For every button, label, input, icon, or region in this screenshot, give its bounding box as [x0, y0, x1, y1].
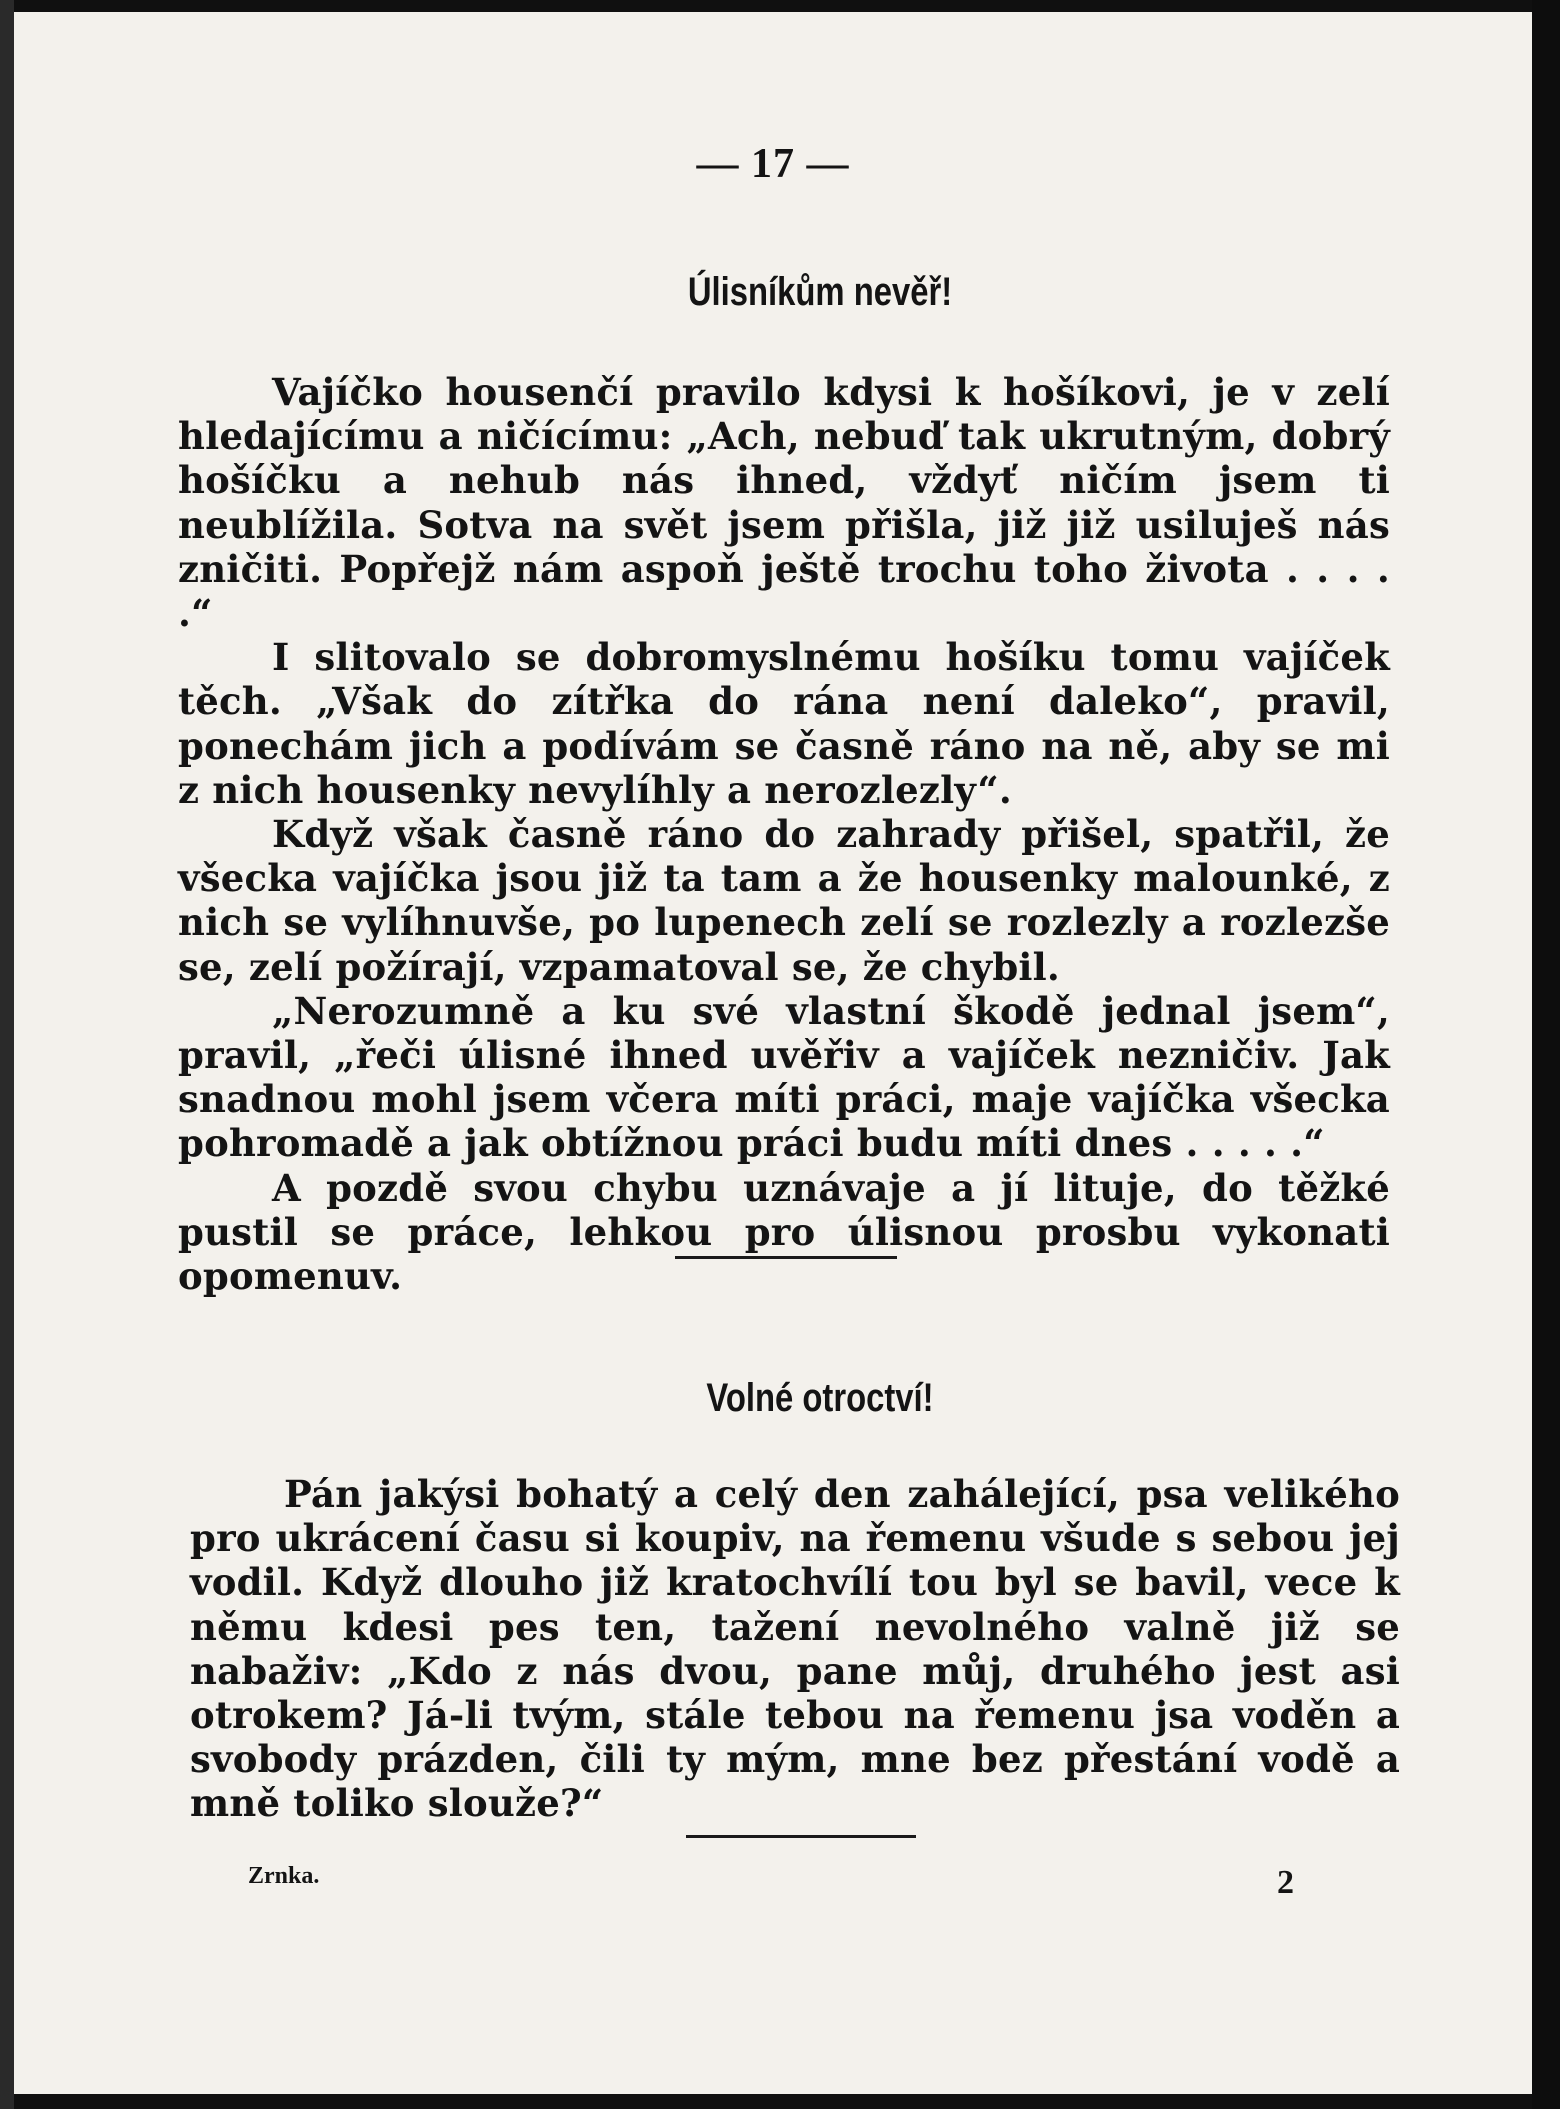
section-body	[190, 1472, 1400, 1826]
paragraph: Pán jakýsi bohatý a celý den zahálející, psa velikého pro ukrácení času si koupiv, na řemenu všude s sebou jej vodil. Když dlouho již kratochvílí tou byl se bavil, vece k němu kdesi pes ten, tažení nevolného valně již se nabaživ: „Kdo z nás dvou, pane můj, druhého jest asi otrokem? Já-li tvým, stále tebou na řemenu jsa voděn a svobody prázden, čili ty mým, mne bez přestání vodě a mně toliko slouže?“	[190, 1472, 1400, 1826]
sheet-number: 2	[1277, 1864, 1294, 1901]
paragraph: Když však časně ráno do zahrady přišel, spatřil, že všecka vajíčka jsou již ta tam a že housenky malounké, z nich se vylíhnuvše, po lupenech zelí se rozlezly a rozlezše se, zelí požírají, vzpamatoval se, že chybil.	[178, 812, 1390, 989]
paragraph: I slitovalo se dobromyslnému hošíku tomu vajíček těch. „Však do zítřka do rána není daleko“, pravil, ponechám jich a podívám se časně ráno na ně, aby se mi z nich housenky nevylíhly a nerozlezly“.	[178, 635, 1390, 812]
book-page	[14, 12, 1532, 2094]
paragraph: A pozdě svou chybu uznávaje a jí lituje, do těžké pustil se práce, lehkou pro úlisnou prosbu vykonati opomenuv.	[178, 1165, 1390, 1299]
signature-mark: Zrnka.	[248, 1863, 320, 1889]
section-body	[178, 370, 1390, 1298]
section-divider	[686, 1835, 916, 1838]
section-divider	[675, 1256, 897, 1259]
scan-edge-left	[0, 0, 14, 2109]
paragraph: „Nerozumně a ku své vlastní škodě jednal jsem“, pravil, „řeči úlisné ihned uvěřiv a vajíček nezničiv. Jak snadnou mohl jsem včera míti práci, maje vajíčka všecka pohromadě a jak obtížnou práci budu míti dnes . . . . .“	[178, 988, 1390, 1166]
page-number: — 17 —	[696, 141, 850, 187]
scan-edge-right	[1532, 0, 1560, 2109]
section-title: Volné otroctví!	[706, 1376, 934, 1420]
section-title: Úlisníkům nevěř!	[687, 270, 953, 314]
paragraph: Vajíčko housenčí pravilo kdysi k hošíkovi, je v zelí hledajícímu a ničícímu: „Ach, nebuď tak ukrutným, dobrý hošíčku a nehub nás ihned, vždyť ničím jsem ti neublížila. Sotva na svět jsem přišla, již již usiluješ nás zničiti. Popřejž nám aspoň ještě trochu toho života . . . . .“	[178, 370, 1390, 636]
